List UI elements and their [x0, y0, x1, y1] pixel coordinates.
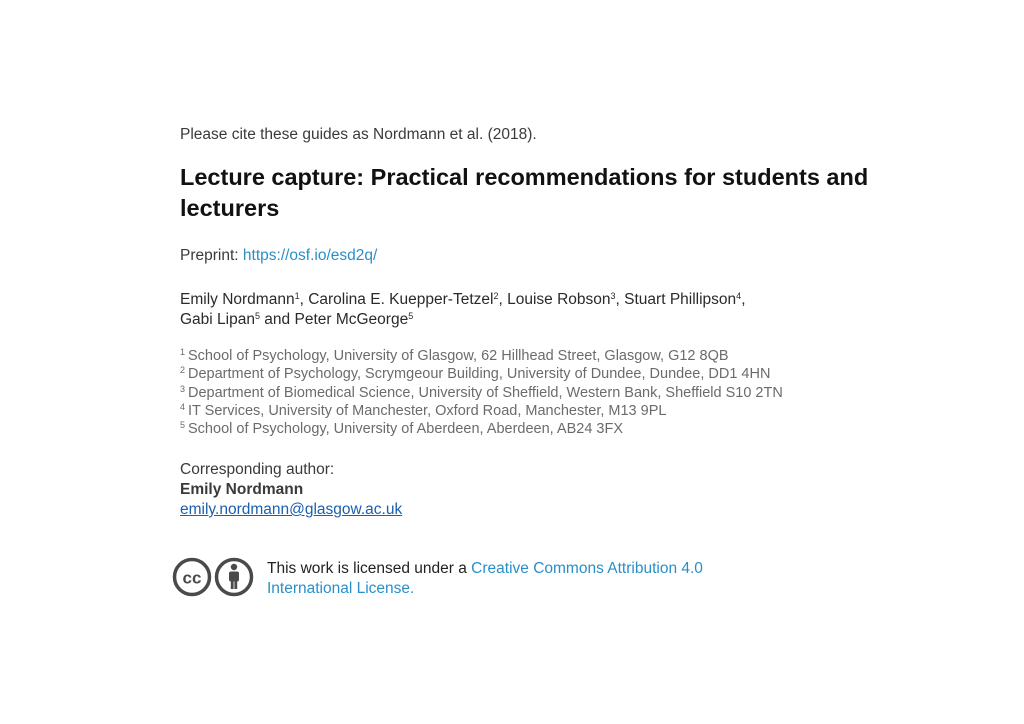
attribution-icon [217, 560, 252, 595]
corresponding-label: Corresponding author: [180, 461, 335, 478]
author: Emily Nordmann$^1$, [180, 291, 309, 308]
corresponding-email-link[interactable]: emily.nordmann@glasgow.ac.uk [180, 501, 403, 518]
license-text [267, 559, 787, 599]
author-affil-marker: 1 [294, 291, 300, 301]
license-link[interactable]: Creative Commons Attribution 4.0 International License. [267, 560, 703, 597]
author-affil-marker: 3 [610, 291, 616, 301]
author-list [180, 290, 860, 330]
preprint-link[interactable]: https://osf.io/esd2q/ [242, 247, 378, 264]
preprint-line [180, 247, 377, 265]
author: Carolina E. Kuepper-Tetzel$^2$, [308, 291, 508, 308]
author: Gabi Lipan$^5$ and [180, 311, 295, 328]
corresponding-name: Emily Nordmann [180, 481, 304, 498]
author: Stuart Phillipson$^4$, [624, 291, 746, 308]
citation-note: Please cite these guides as Nordmann et al. (2018). [180, 126, 537, 143]
affiliation-item: $^3$ Department of Biomedical Science, University of Sheffield, Western Bank, Sheffield S10 2TN [180, 383, 783, 401]
document-title: Lecture capture: Practical recommendations for students and lecturers [180, 164, 869, 221]
affiliation-list [180, 347, 880, 438]
author: Louise Robson$^3$, [507, 291, 625, 308]
cc-icon [175, 560, 210, 595]
preprint-label: Preprint: [180, 247, 239, 264]
author-affil-marker: 5 [254, 311, 260, 321]
author: Peter McGeorge$^5$ [294, 311, 414, 328]
affiliation-item: $^2$ Department of Psychology, Scrymgeour Building, University of Dundee, Dundee, DD1 4HN [180, 365, 771, 383]
affiliation-item: $^1$ School of Psychology, University of Glasgow, 62 Hillhead Street, Glasgow, G12 8QB [180, 347, 729, 364]
author-affil-marker: 2 [493, 291, 499, 301]
author-affil-marker: 4 [736, 291, 742, 301]
license-prefix: This work is licensed under a [267, 560, 472, 577]
license-icons [172, 556, 256, 598]
corresponding-author [180, 460, 402, 520]
affiliation-item: $^4$ IT Services, University of Manchester, Oxford Road, Manchester, M13 9PL [180, 401, 667, 419]
affiliation-item: $^5$ School of Psychology, University of Aberdeen, Aberdeen, AB24 3FX [180, 420, 624, 438]
svg-text:cc: cc [182, 568, 202, 588]
author-affil-marker: 5 [408, 311, 414, 321]
